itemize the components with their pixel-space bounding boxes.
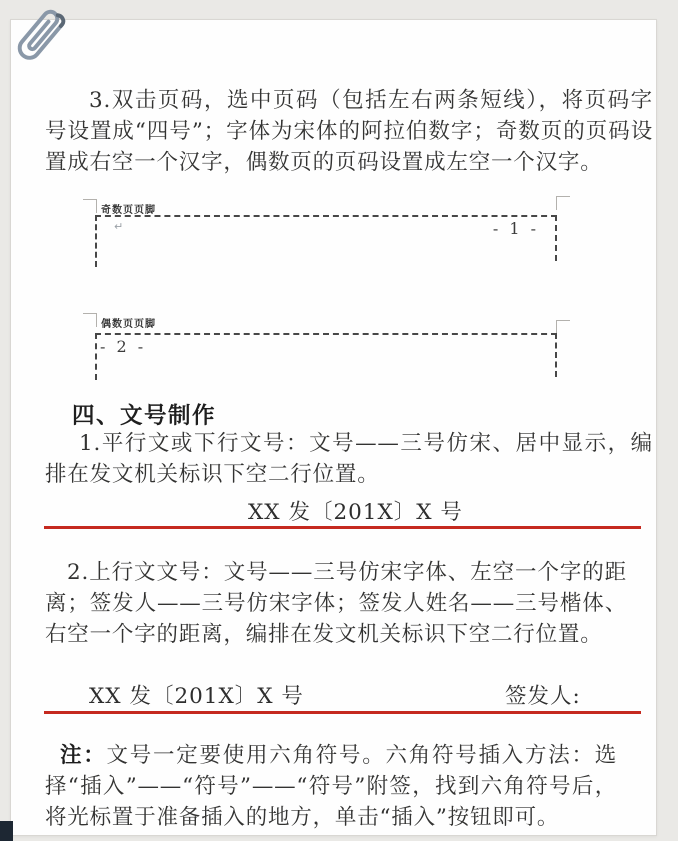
note-text: 文号一定要使用六角符号。六角符号插入方法：选择“插入”——“符号”——“符号”附签，找到六角符号后，将光标置于准备插入的地方，单击“插入”按钮即可。 <box>45 743 617 830</box>
page-number-odd: - 1 - <box>492 219 539 238</box>
doc-number-example-left: XX 发〔201X〕X 号 <box>89 684 304 709</box>
footer-boundary-line <box>95 333 557 335</box>
page-number-even: - 2 - <box>100 337 147 356</box>
margin-corner-icon <box>83 199 97 213</box>
paragraph-step3: 3.双击页码，选中页码（包括左右两条短线），将页码字号设置成“四号”；字体为宋体的阿拉伯数字；奇数页的页码设置成右空一个汉字，偶数页的页码设置成左空一个汉字。 <box>45 88 653 175</box>
paragraph-item1: 1.平行文或下行文号：文号——三号仿宋、居中显示，编排在发文机关标识下空二行位置。 <box>45 431 653 487</box>
footer-boundary-line-right <box>555 333 557 377</box>
margin-corner-icon <box>83 313 97 327</box>
footer-boundary-line-left <box>95 333 97 380</box>
footer-boundary-line-left <box>95 215 97 267</box>
red-rule-top <box>44 526 641 529</box>
footer-example-even <box>95 313 557 398</box>
red-rule-bottom <box>44 711 641 714</box>
section-heading: 四、文号制作 <box>72 403 217 429</box>
signer-label: 签发人: <box>505 684 581 709</box>
margin-corner-icon <box>556 320 570 334</box>
footer-label-even: 偶数页页脚 <box>101 319 156 330</box>
footer-boundary-line <box>95 215 557 217</box>
paragraph-note <box>45 740 617 833</box>
footer-example-odd <box>95 199 557 295</box>
doc-number-example-centered: XX 发〔201X〕X 号 <box>248 500 463 525</box>
footer-label-odd: 奇数页页脚 <box>101 205 156 216</box>
note-label: 注： <box>60 743 107 768</box>
paragraph-item2: 2.上行文文号：文号——三号仿宋字体、左空一个字的距离；签发人——三号仿宋字体；签发人姓名——三号楷体、右空一个字的距离，编排在发文机关标识下空二行位置。 <box>45 560 627 647</box>
footer-boundary-line-right <box>555 215 557 261</box>
bottom-left-dark-chip <box>0 821 13 841</box>
margin-corner-icon <box>556 196 570 210</box>
paragraph-return-icon: ↵ <box>114 220 124 233</box>
